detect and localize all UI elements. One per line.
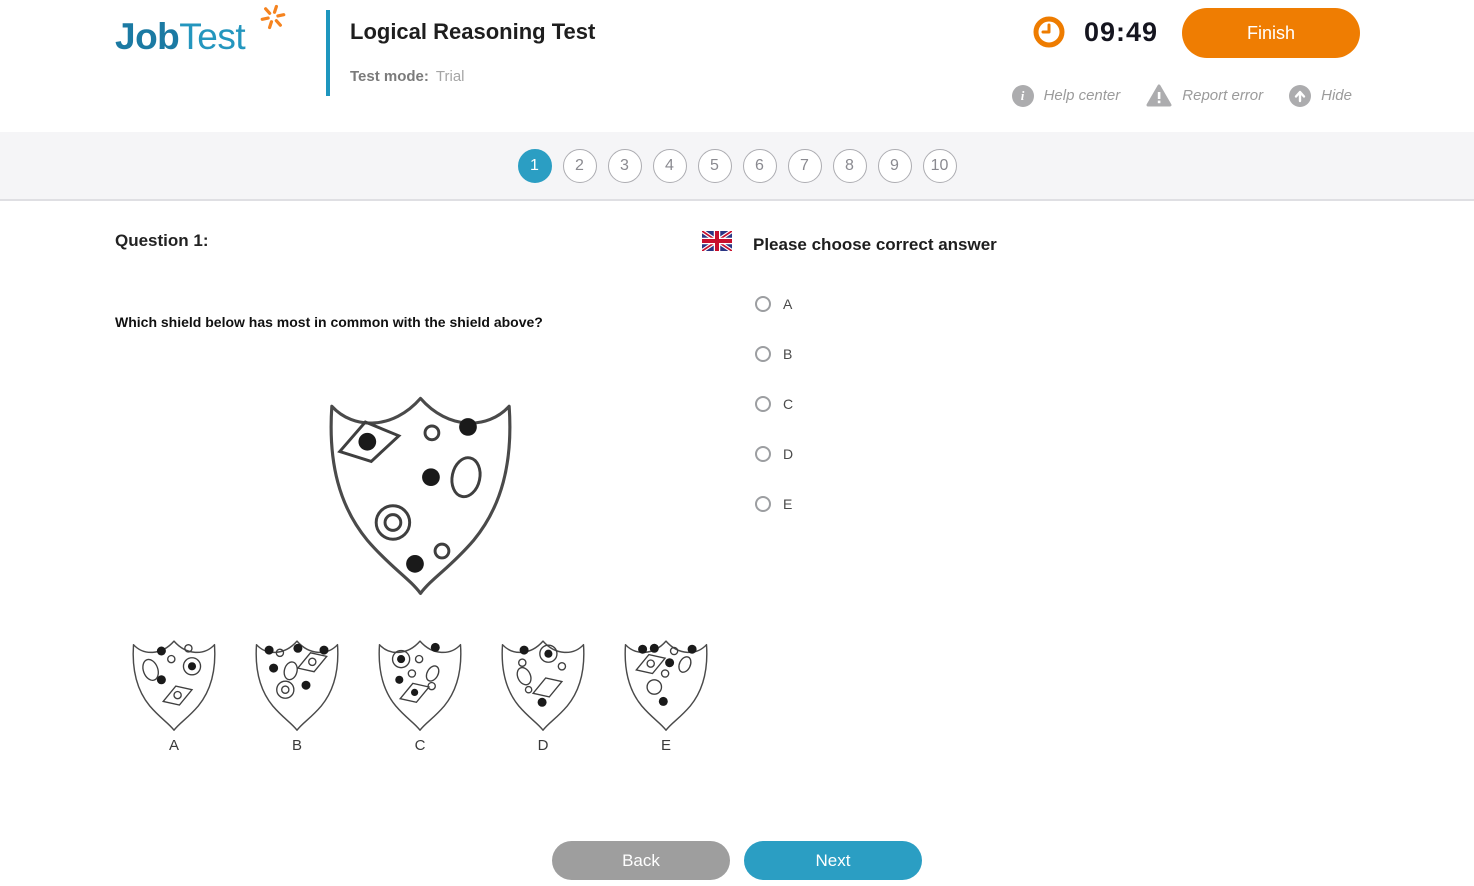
radio-b[interactable]	[755, 346, 771, 362]
shield-c-image	[375, 633, 465, 732]
nav-question-5[interactable]: 5	[698, 149, 732, 183]
answer-option-d[interactable]	[755, 446, 793, 462]
radio-a-label: A	[783, 296, 793, 312]
shield-a-image	[129, 633, 219, 732]
shield-e-image	[621, 633, 711, 732]
shield-b-label: B	[291, 737, 302, 754]
nav-question-2[interactable]: 2	[563, 149, 597, 183]
test-title: Logical Reasoning Test	[350, 19, 596, 44]
logo-part2: Test	[179, 16, 246, 57]
shield-options-row	[129, 633, 711, 754]
radio-c-label: C	[783, 396, 794, 412]
radio-c[interactable]	[755, 396, 771, 412]
report-error-label: Report error	[1182, 87, 1264, 104]
help-links-row	[1012, 84, 1352, 107]
jobtest-logo	[115, 16, 245, 58]
answer-panel-title: Please choose correct answer	[753, 235, 997, 254]
logo-part1: Job	[115, 16, 180, 57]
clock-icon	[1032, 15, 1066, 49]
radio-e-label: E	[783, 496, 793, 512]
reference-shield-image	[322, 379, 519, 599]
nav-question-4[interactable]: 4	[653, 149, 687, 183]
question-heading: Question 1:	[115, 231, 209, 250]
help-center-link[interactable]	[1012, 85, 1121, 107]
shield-c-label: C	[414, 737, 426, 754]
header	[0, 0, 1474, 132]
shield-e-label: E	[660, 737, 671, 754]
radio-e[interactable]	[755, 496, 771, 512]
info-icon: i	[1012, 85, 1034, 107]
help-center-label: Help center	[1043, 87, 1121, 104]
shield-a-label: A	[168, 737, 179, 754]
radio-b-label: B	[783, 346, 793, 362]
hide-link[interactable]	[1289, 85, 1352, 107]
question-nav-strip	[0, 132, 1474, 201]
answer-options	[755, 296, 793, 512]
nav-question-6[interactable]: 6	[743, 149, 777, 183]
finish-button[interactable]: Finish	[1182, 8, 1360, 58]
hide-label: Hide	[1321, 87, 1352, 104]
nav-question-3[interactable]: 3	[608, 149, 642, 183]
header-divider	[326, 10, 330, 96]
shield-option-c	[375, 633, 465, 754]
next-button[interactable]: Next	[744, 841, 922, 880]
shield-option-d	[498, 633, 588, 754]
shield-option-b	[252, 633, 342, 754]
shield-b-image	[252, 633, 342, 732]
answer-option-e[interactable]	[755, 496, 793, 512]
nav-question-9[interactable]: 9	[878, 149, 912, 183]
nav-question-10[interactable]: 10	[923, 149, 957, 183]
shield-option-e	[621, 633, 711, 754]
warning-triangle-icon	[1146, 84, 1172, 107]
shield-d-label: D	[537, 737, 549, 754]
question-nav	[518, 149, 957, 183]
timer	[1032, 15, 1158, 49]
nav-question-7[interactable]: 7	[788, 149, 822, 183]
question-content	[0, 201, 1474, 835]
nav-question-8[interactable]: 8	[833, 149, 867, 183]
footer-bar	[0, 835, 1474, 886]
back-button[interactable]: Back	[552, 841, 730, 880]
radio-a[interactable]	[755, 296, 771, 312]
sparkle-star-icon	[258, 2, 288, 32]
answer-option-b[interactable]	[755, 346, 793, 362]
shield-option-a	[129, 633, 219, 754]
answer-option-a[interactable]	[755, 296, 793, 312]
test-mode	[350, 68, 465, 85]
uk-flag-icon	[702, 231, 732, 251]
timer-value: 09:49	[1084, 16, 1159, 47]
test-mode-value: Trial	[435, 68, 465, 85]
radio-d[interactable]	[755, 446, 771, 462]
report-error-link[interactable]	[1146, 84, 1263, 107]
shield-d-image	[498, 633, 588, 732]
test-mode-label: Test mode:	[350, 68, 429, 85]
question-prompt: Which shield below has most in common with the shield above?	[115, 314, 543, 330]
radio-d-label: D	[783, 446, 794, 462]
answer-option-c[interactable]	[755, 396, 793, 412]
nav-question-1[interactable]: 1	[518, 149, 552, 183]
arrow-up-circle-icon	[1289, 85, 1311, 107]
